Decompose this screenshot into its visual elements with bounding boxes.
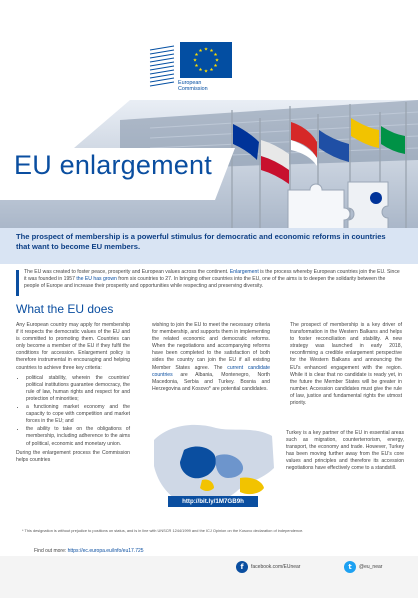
facebook-handle: facebook.com/EUnear: [251, 564, 301, 570]
eu-star-icon: [215, 58, 219, 61]
facebook-icon: f: [236, 561, 248, 573]
col2-text-a: wishing to join the EU to meet the necessary criteria for membership, and supports them in implementing the related economic and democratic reforms. When the negotiations and accompanying reforms have been completed to the satisfaction of both sides the country can join the EU if all existing Member States agree. The: [152, 322, 270, 371]
list-item: • a functioning market economy and the capacity to cope with competition and market forces in the EU; and: [26, 404, 130, 425]
column-1: [16, 322, 130, 467]
eu-has-grown-link[interactable]: the EU has grown: [76, 276, 117, 283]
eu-star-icon: [210, 68, 214, 71]
twitter-icon: t: [344, 561, 356, 573]
eu-star-icon: [204, 69, 208, 72]
col3-paragraph-1: The prospect of membership is a key driver of transformation in the Western Balkans and helps to foster reconciliation and stability. A new strategy was launched in early 2018, reconfirming a credible enlargement perspective for the Western Balkans and announcing the EU's enhanced engagement with the region. While it is clear that no candidate is ready yet, in the future the Member States will be greater in number. Accession candidates must give the rule of law, justice and fundamental rights the utmost priority.: [290, 322, 402, 407]
eu-star-icon: [193, 58, 197, 61]
eu-stars-icon: [180, 42, 232, 78]
footnote: * This designation is without prejudice to positions on status, and is in line with UNSCR 1244/1999 and the ICJ Opinion on the Kosovo declaration of independence.: [22, 528, 304, 533]
list-item: • the ability to take on the obligations of membership, including adherence to the aims of political, economic and monetary union.: [26, 426, 130, 447]
column-3: [290, 322, 402, 410]
col2-text-b: are Albania, Montenegro, North Macedonia, Serbia and Turkey. Bosnia and Herzegovina and Kosovo* are potential candidates.: [152, 371, 270, 392]
eu-star-icon: [214, 64, 218, 67]
lead-part3: from six countries to 27. In bringing other countries into the EU, one of the aims is to deepen the solidarity between the people of Europe and increase their prosperity and opportunities while respecting and preserving diversity.: [24, 276, 386, 290]
list-item: • political stability, wherein the countries' political institutions guarantee democracy, the rule of law, human rights and respect for and protection of minorities;: [26, 375, 130, 403]
lead-accent-bar: [16, 270, 19, 296]
find-out-more: [34, 548, 144, 554]
logo-text: [178, 80, 208, 93]
intro-text: The prospect of membership is a powerful stimulus for democratic and economic reforms in countries that want to become EU members.: [16, 232, 386, 251]
logo-line-commission: Commission: [178, 86, 208, 93]
header: [0, 0, 418, 112]
page-title: EU enlargement: [14, 150, 212, 180]
eu-star-icon: [195, 53, 199, 56]
eu-flag: [180, 42, 232, 78]
section-title: What the EU does: [16, 302, 114, 316]
candidate-countries-link[interactable]: current candidate countries: [152, 364, 270, 378]
eu-star-icon: [210, 49, 214, 52]
eu-star-icon: [214, 53, 218, 56]
eu-star-icon: [195, 64, 199, 67]
criteria-list: [16, 375, 130, 448]
lead-paragraph: [24, 269, 400, 291]
find-out-link[interactable]: https://ec.europa.eu/info/eu17.725: [67, 548, 144, 554]
eu-star-icon: [204, 47, 208, 50]
eu-star-icon: [199, 49, 203, 52]
url-badge-link[interactable]: http://bit.ly/1M7GB9h: [168, 496, 258, 507]
col2-paragraph: [152, 322, 270, 393]
logo-line-european: European: [178, 80, 202, 86]
turkey-paragraph: [286, 430, 404, 530]
col1-paragraph-1: Any European country may apply for membership if it respects the democratic values of the EU and is committed to promoting them. Countries can only become a member of the EU if they fulfil the conditions for accession. Enlargement policy is therefore instrumental in encouraging and helping countries to achieve three key criteria:: [16, 322, 130, 371]
european-commission-logo: [148, 40, 238, 100]
column-2: [152, 322, 270, 396]
find-out-label: Find out more:: [34, 548, 68, 554]
berlaymont-building-icon: [148, 44, 176, 88]
eu-star-icon: [199, 68, 203, 71]
lead-part2: is the process whereby European countries join the EU. Since it was founded in 1957: [24, 269, 400, 283]
facebook-link[interactable]: [236, 560, 300, 574]
enlargement-link[interactable]: Enlargement: [229, 269, 259, 275]
twitter-handle: @eu_near: [359, 564, 383, 570]
col3-paragraph-2: Turkey is a key partner of the EU in essential areas such as migration, counterterrorism, energy, transport, the economy and trade. However, Turkey has been moving further away from the EU's core values and principles and therefore its accession negotiations have effectively come to a standstill.: [286, 430, 404, 472]
lead-part1: The EU was created to foster peace, prosperity and European values across the continent.: [24, 269, 230, 275]
col1-paragraph-2: During the enlargement process the Commission helps countries: [16, 449, 130, 463]
twitter-link[interactable]: [344, 560, 382, 574]
